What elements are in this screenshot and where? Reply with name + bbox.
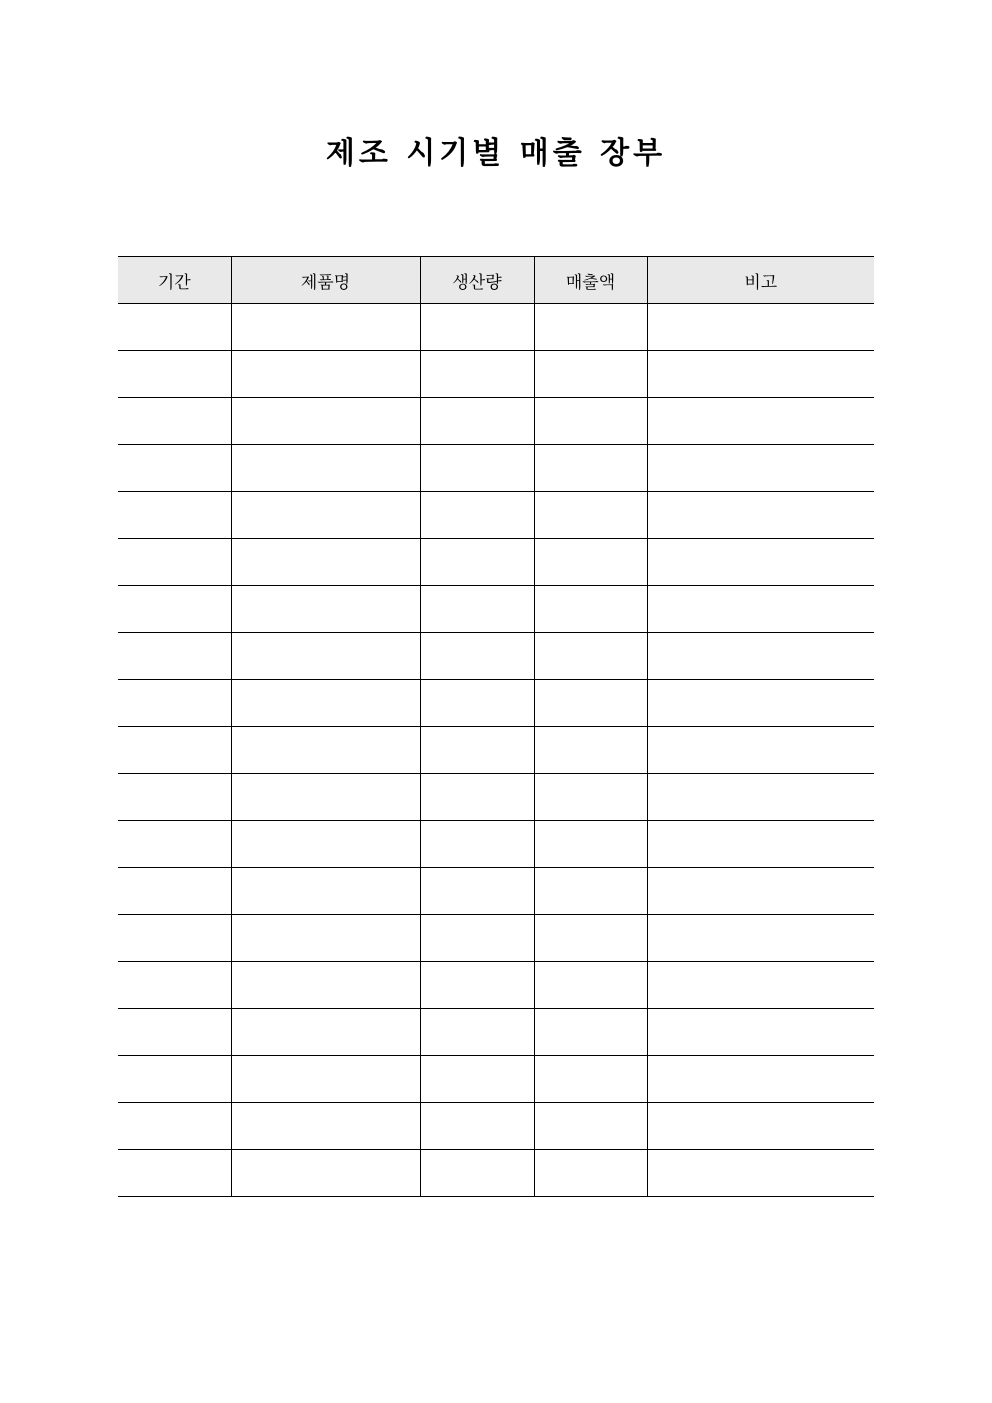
table-row: [118, 398, 874, 445]
cell-product-name: [231, 868, 420, 915]
cell-remarks: [647, 1103, 874, 1150]
cell-period: [118, 868, 231, 915]
cell-production-volume: [420, 774, 534, 821]
cell-sales-amount: [534, 539, 647, 586]
cell-production-volume: [420, 1103, 534, 1150]
cell-period: [118, 445, 231, 492]
cell-product-name: [231, 1009, 420, 1056]
cell-product-name: [231, 774, 420, 821]
page-title: 제조 시기별 매출 장부: [325, 136, 667, 171]
cell-sales-amount: [534, 774, 647, 821]
cell-remarks: [647, 1009, 874, 1056]
table-row: [118, 586, 874, 633]
table-row: [118, 304, 874, 351]
sales-ledger-table: [118, 256, 874, 1197]
cell-production-volume: [420, 680, 534, 727]
header-production-volume: 생산량: [420, 257, 534, 304]
cell-production-volume: [420, 1150, 534, 1197]
cell-product-name: [231, 633, 420, 680]
cell-product-name: [231, 680, 420, 727]
cell-product-name: [231, 1103, 420, 1150]
cell-production-volume: [420, 915, 534, 962]
cell-production-volume: [420, 1009, 534, 1056]
cell-production-volume: [420, 398, 534, 445]
cell-sales-amount: [534, 1103, 647, 1150]
cell-product-name: [231, 915, 420, 962]
cell-remarks: [647, 915, 874, 962]
cell-sales-amount: [534, 492, 647, 539]
table-row: [118, 351, 874, 398]
table-row: [118, 915, 874, 962]
cell-period: [118, 304, 231, 351]
table-row: [118, 868, 874, 915]
cell-remarks: [647, 821, 874, 868]
cell-period: [118, 1009, 231, 1056]
cell-period: [118, 351, 231, 398]
cell-remarks: [647, 774, 874, 821]
cell-product-name: [231, 492, 420, 539]
cell-sales-amount: [534, 915, 647, 962]
cell-production-volume: [420, 1056, 534, 1103]
cell-period: [118, 727, 231, 774]
cell-production-volume: [420, 962, 534, 1009]
table-row: [118, 680, 874, 727]
cell-product-name: [231, 821, 420, 868]
cell-product-name: [231, 727, 420, 774]
table-row: [118, 727, 874, 774]
cell-production-volume: [420, 727, 534, 774]
cell-production-volume: [420, 304, 534, 351]
cell-production-volume: [420, 351, 534, 398]
cell-sales-amount: [534, 727, 647, 774]
table-row: [118, 1150, 874, 1197]
cell-production-volume: [420, 445, 534, 492]
table-row: [118, 633, 874, 680]
table-row: [118, 962, 874, 1009]
cell-production-volume: [420, 633, 534, 680]
header-period: 기간: [118, 257, 231, 304]
cell-product-name: [231, 398, 420, 445]
cell-production-volume: [420, 868, 534, 915]
cell-period: [118, 821, 231, 868]
header-remarks: 비고: [647, 257, 874, 304]
cell-remarks: [647, 445, 874, 492]
cell-remarks: [647, 727, 874, 774]
cell-remarks: [647, 868, 874, 915]
table-body: [118, 304, 874, 1197]
table-row: [118, 445, 874, 492]
cell-remarks: [647, 492, 874, 539]
cell-period: [118, 774, 231, 821]
cell-period: [118, 1150, 231, 1197]
cell-remarks: [647, 539, 874, 586]
cell-sales-amount: [534, 1150, 647, 1197]
cell-period: [118, 962, 231, 1009]
cell-period: [118, 398, 231, 445]
table-row: [118, 1103, 874, 1150]
table-row: [118, 1056, 874, 1103]
table-row: [118, 774, 874, 821]
table-row: [118, 539, 874, 586]
cell-period: [118, 915, 231, 962]
table-header-row: [118, 257, 874, 304]
cell-remarks: [647, 351, 874, 398]
cell-remarks: [647, 1150, 874, 1197]
cell-sales-amount: [534, 1056, 647, 1103]
cell-sales-amount: [534, 962, 647, 1009]
cell-remarks: [647, 1056, 874, 1103]
cell-sales-amount: [534, 680, 647, 727]
cell-product-name: [231, 1056, 420, 1103]
header-product-name: 제품명: [231, 257, 420, 304]
cell-product-name: [231, 962, 420, 1009]
cell-period: [118, 586, 231, 633]
cell-period: [118, 492, 231, 539]
cell-product-name: [231, 304, 420, 351]
cell-remarks: [647, 398, 874, 445]
cell-period: [118, 539, 231, 586]
cell-period: [118, 1103, 231, 1150]
cell-product-name: [231, 586, 420, 633]
cell-remarks: [647, 586, 874, 633]
header-sales-amount: 매출액: [534, 257, 647, 304]
table-row: [118, 492, 874, 539]
cell-production-volume: [420, 492, 534, 539]
cell-product-name: [231, 445, 420, 492]
cell-production-volume: [420, 539, 534, 586]
table-row: [118, 821, 874, 868]
cell-remarks: [647, 962, 874, 1009]
cell-product-name: [231, 1150, 420, 1197]
cell-sales-amount: [534, 821, 647, 868]
cell-sales-amount: [534, 445, 647, 492]
cell-production-volume: [420, 586, 534, 633]
cell-remarks: [647, 304, 874, 351]
cell-product-name: [231, 539, 420, 586]
cell-sales-amount: [534, 868, 647, 915]
cell-product-name: [231, 351, 420, 398]
cell-sales-amount: [534, 633, 647, 680]
cell-remarks: [647, 680, 874, 727]
cell-production-volume: [420, 821, 534, 868]
cell-sales-amount: [534, 304, 647, 351]
cell-sales-amount: [534, 586, 647, 633]
cell-remarks: [647, 633, 874, 680]
cell-sales-amount: [534, 1009, 647, 1056]
cell-period: [118, 633, 231, 680]
cell-period: [118, 1056, 231, 1103]
cell-sales-amount: [534, 398, 647, 445]
cell-sales-amount: [534, 351, 647, 398]
table-row: [118, 1009, 874, 1056]
cell-period: [118, 680, 231, 727]
